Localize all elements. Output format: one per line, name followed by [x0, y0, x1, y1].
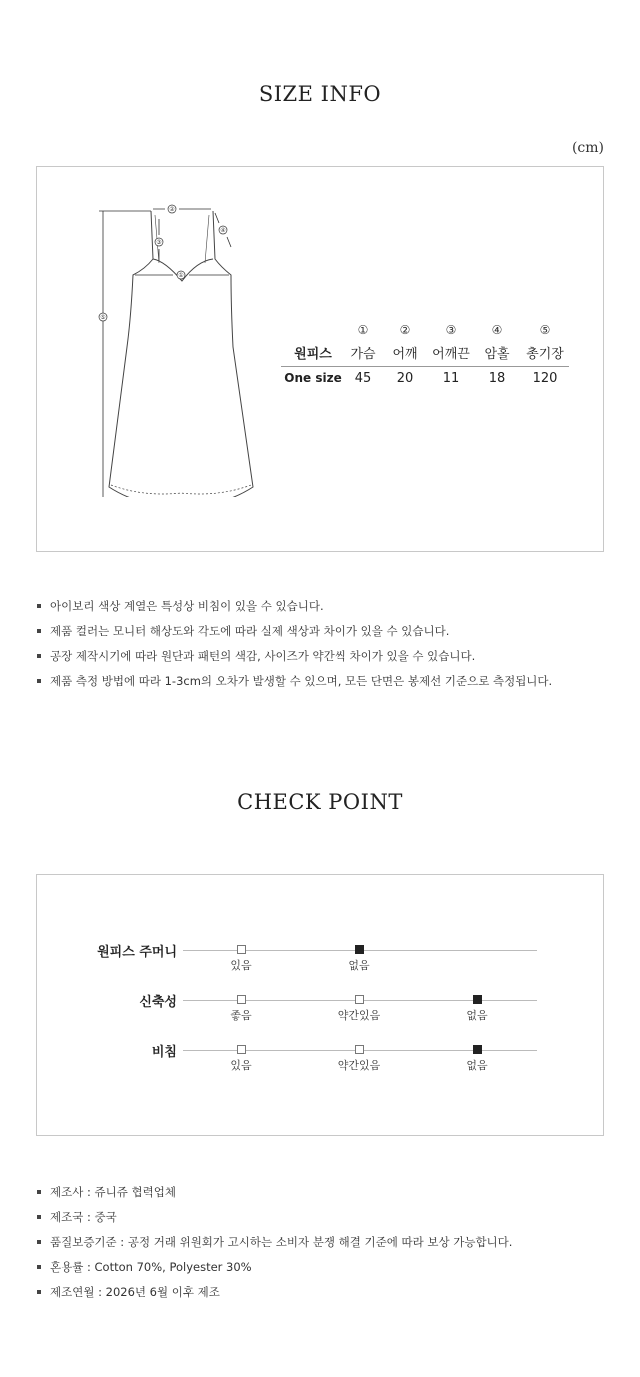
check-option-label: 있음 — [230, 1059, 252, 1072]
bullet-icon — [37, 679, 41, 683]
list-item — [36, 1259, 616, 1284]
check-option-label: 있음 — [230, 959, 252, 972]
note-text: 제조사 : 쥬니쥬 협력업체 — [50, 1185, 176, 1199]
unchecked-box-icon — [237, 945, 246, 954]
check-row-label: 비침 — [151, 1045, 177, 1060]
check-option — [319, 995, 399, 1023]
note-text: 제조국 : 중국 — [50, 1210, 117, 1224]
table-cell: 20 — [396, 371, 414, 386]
note-text: 제조연월 : 2026년 6월 이후 제조 — [50, 1285, 220, 1299]
col-number: ② — [399, 323, 411, 337]
unchecked-box-icon — [237, 1045, 246, 1054]
check-row-sheerness — [37, 1041, 605, 1081]
check-option-label: 없음 — [466, 1059, 488, 1072]
bullet-icon — [37, 629, 41, 633]
check-option — [201, 995, 281, 1023]
check-point-title: CHECK POINT — [237, 790, 403, 814]
notes-list-top — [36, 598, 616, 698]
table-header: 어깨끈 — [432, 347, 470, 362]
check-option — [319, 945, 399, 973]
bullet-icon — [37, 654, 41, 658]
dress-diagram — [93, 197, 273, 497]
size-table-value-row — [281, 371, 569, 391]
check-row-label: 원피스 주머니 — [97, 945, 177, 960]
table-cell: 11 — [442, 371, 460, 386]
checked-box-icon — [473, 995, 482, 1004]
check-option-label: 없음 — [466, 1009, 488, 1022]
marker-shoulder: ② — [169, 206, 175, 213]
checked-box-icon — [473, 1045, 482, 1054]
bullet-icon — [37, 1240, 41, 1244]
check-option-label: 약간있음 — [337, 1009, 381, 1022]
list-item — [36, 1209, 616, 1234]
marker-strap: ③ — [156, 239, 162, 246]
size-table-header-row — [281, 343, 569, 363]
marker-length: ⑤ — [100, 314, 106, 321]
col-number: ③ — [445, 323, 457, 337]
check-row-pocket — [37, 941, 605, 981]
note-text: 제품 컬러는 모니터 해상도와 각도에 따라 실제 색상과 차이가 있을 수 있습니다. — [50, 624, 450, 638]
bullet-icon — [37, 1215, 41, 1219]
table-cell: 120 — [532, 371, 558, 386]
marker-chest: ① — [178, 272, 184, 279]
bullet-icon — [37, 1265, 41, 1269]
col-number: ⑤ — [539, 323, 551, 337]
table-header-label: 원피스 — [294, 347, 332, 362]
col-number: ④ — [491, 323, 503, 337]
unit-label: (cm) — [571, 140, 604, 156]
bullet-icon — [37, 1190, 41, 1194]
unchecked-box-icon — [355, 995, 364, 1004]
table-cell: 45 — [354, 371, 372, 386]
check-option-label: 좋음 — [230, 1009, 252, 1022]
check-row-stretch — [37, 991, 605, 1031]
table-cell: 18 — [488, 371, 506, 386]
check-option — [201, 1045, 281, 1073]
check-option — [201, 945, 281, 973]
table-header: 암홀 — [484, 347, 510, 362]
table-header: 총기장 — [526, 347, 564, 362]
check-option — [437, 995, 517, 1023]
check-option — [437, 1045, 517, 1073]
table-row-label: One size — [284, 371, 342, 385]
size-info-box — [36, 166, 604, 552]
list-item — [36, 648, 616, 673]
bullet-icon — [37, 604, 41, 608]
list-item — [36, 623, 616, 648]
table-header: 가슴 — [350, 347, 376, 362]
col-number: ① — [357, 323, 369, 337]
list-item — [36, 1184, 616, 1209]
note-text: 제품 측정 방법에 따라 1-3cm의 오차가 발생할 수 있으며, 모든 단면은 봉제선 기준으로 측정됩니다. — [50, 674, 553, 688]
note-text: 품질보증기준 : 공정 거래 위원회가 고시하는 소비자 분쟁 해결 기준에 따라 보상 가능합니다. — [50, 1235, 513, 1249]
checked-box-icon — [355, 945, 364, 954]
check-option-label: 약간있음 — [337, 1059, 381, 1072]
table-divider — [281, 366, 569, 367]
check-row-label: 신축성 — [139, 995, 177, 1010]
list-item — [36, 1284, 616, 1309]
size-table-number-row — [281, 323, 569, 343]
check-option-label: 없음 — [348, 959, 370, 972]
check-option — [319, 1045, 399, 1073]
table-header: 어깨 — [392, 347, 418, 362]
unchecked-box-icon — [237, 995, 246, 1004]
unchecked-box-icon — [355, 1045, 364, 1054]
measure-total-length — [99, 211, 151, 497]
note-text: 아이보리 색상 계열은 특성상 비침이 있을 수 있습니다. — [50, 599, 324, 613]
dress-outline — [109, 211, 253, 497]
list-item — [36, 1234, 616, 1259]
marker-armhole: ④ — [220, 227, 226, 234]
bullet-icon — [37, 1290, 41, 1294]
check-point-box — [36, 874, 604, 1136]
size-info-title: SIZE INFO — [258, 82, 382, 106]
list-item — [36, 598, 616, 623]
list-item — [36, 673, 616, 698]
note-text: 공장 제작시기에 따라 원단과 패턴의 색감, 사이즈가 약간씩 차이가 있을 수 있습니다. — [50, 649, 476, 663]
note-text: 혼용률 : Cotton 70%, Polyester 30% — [50, 1260, 252, 1274]
notes-list-bottom — [36, 1184, 616, 1309]
